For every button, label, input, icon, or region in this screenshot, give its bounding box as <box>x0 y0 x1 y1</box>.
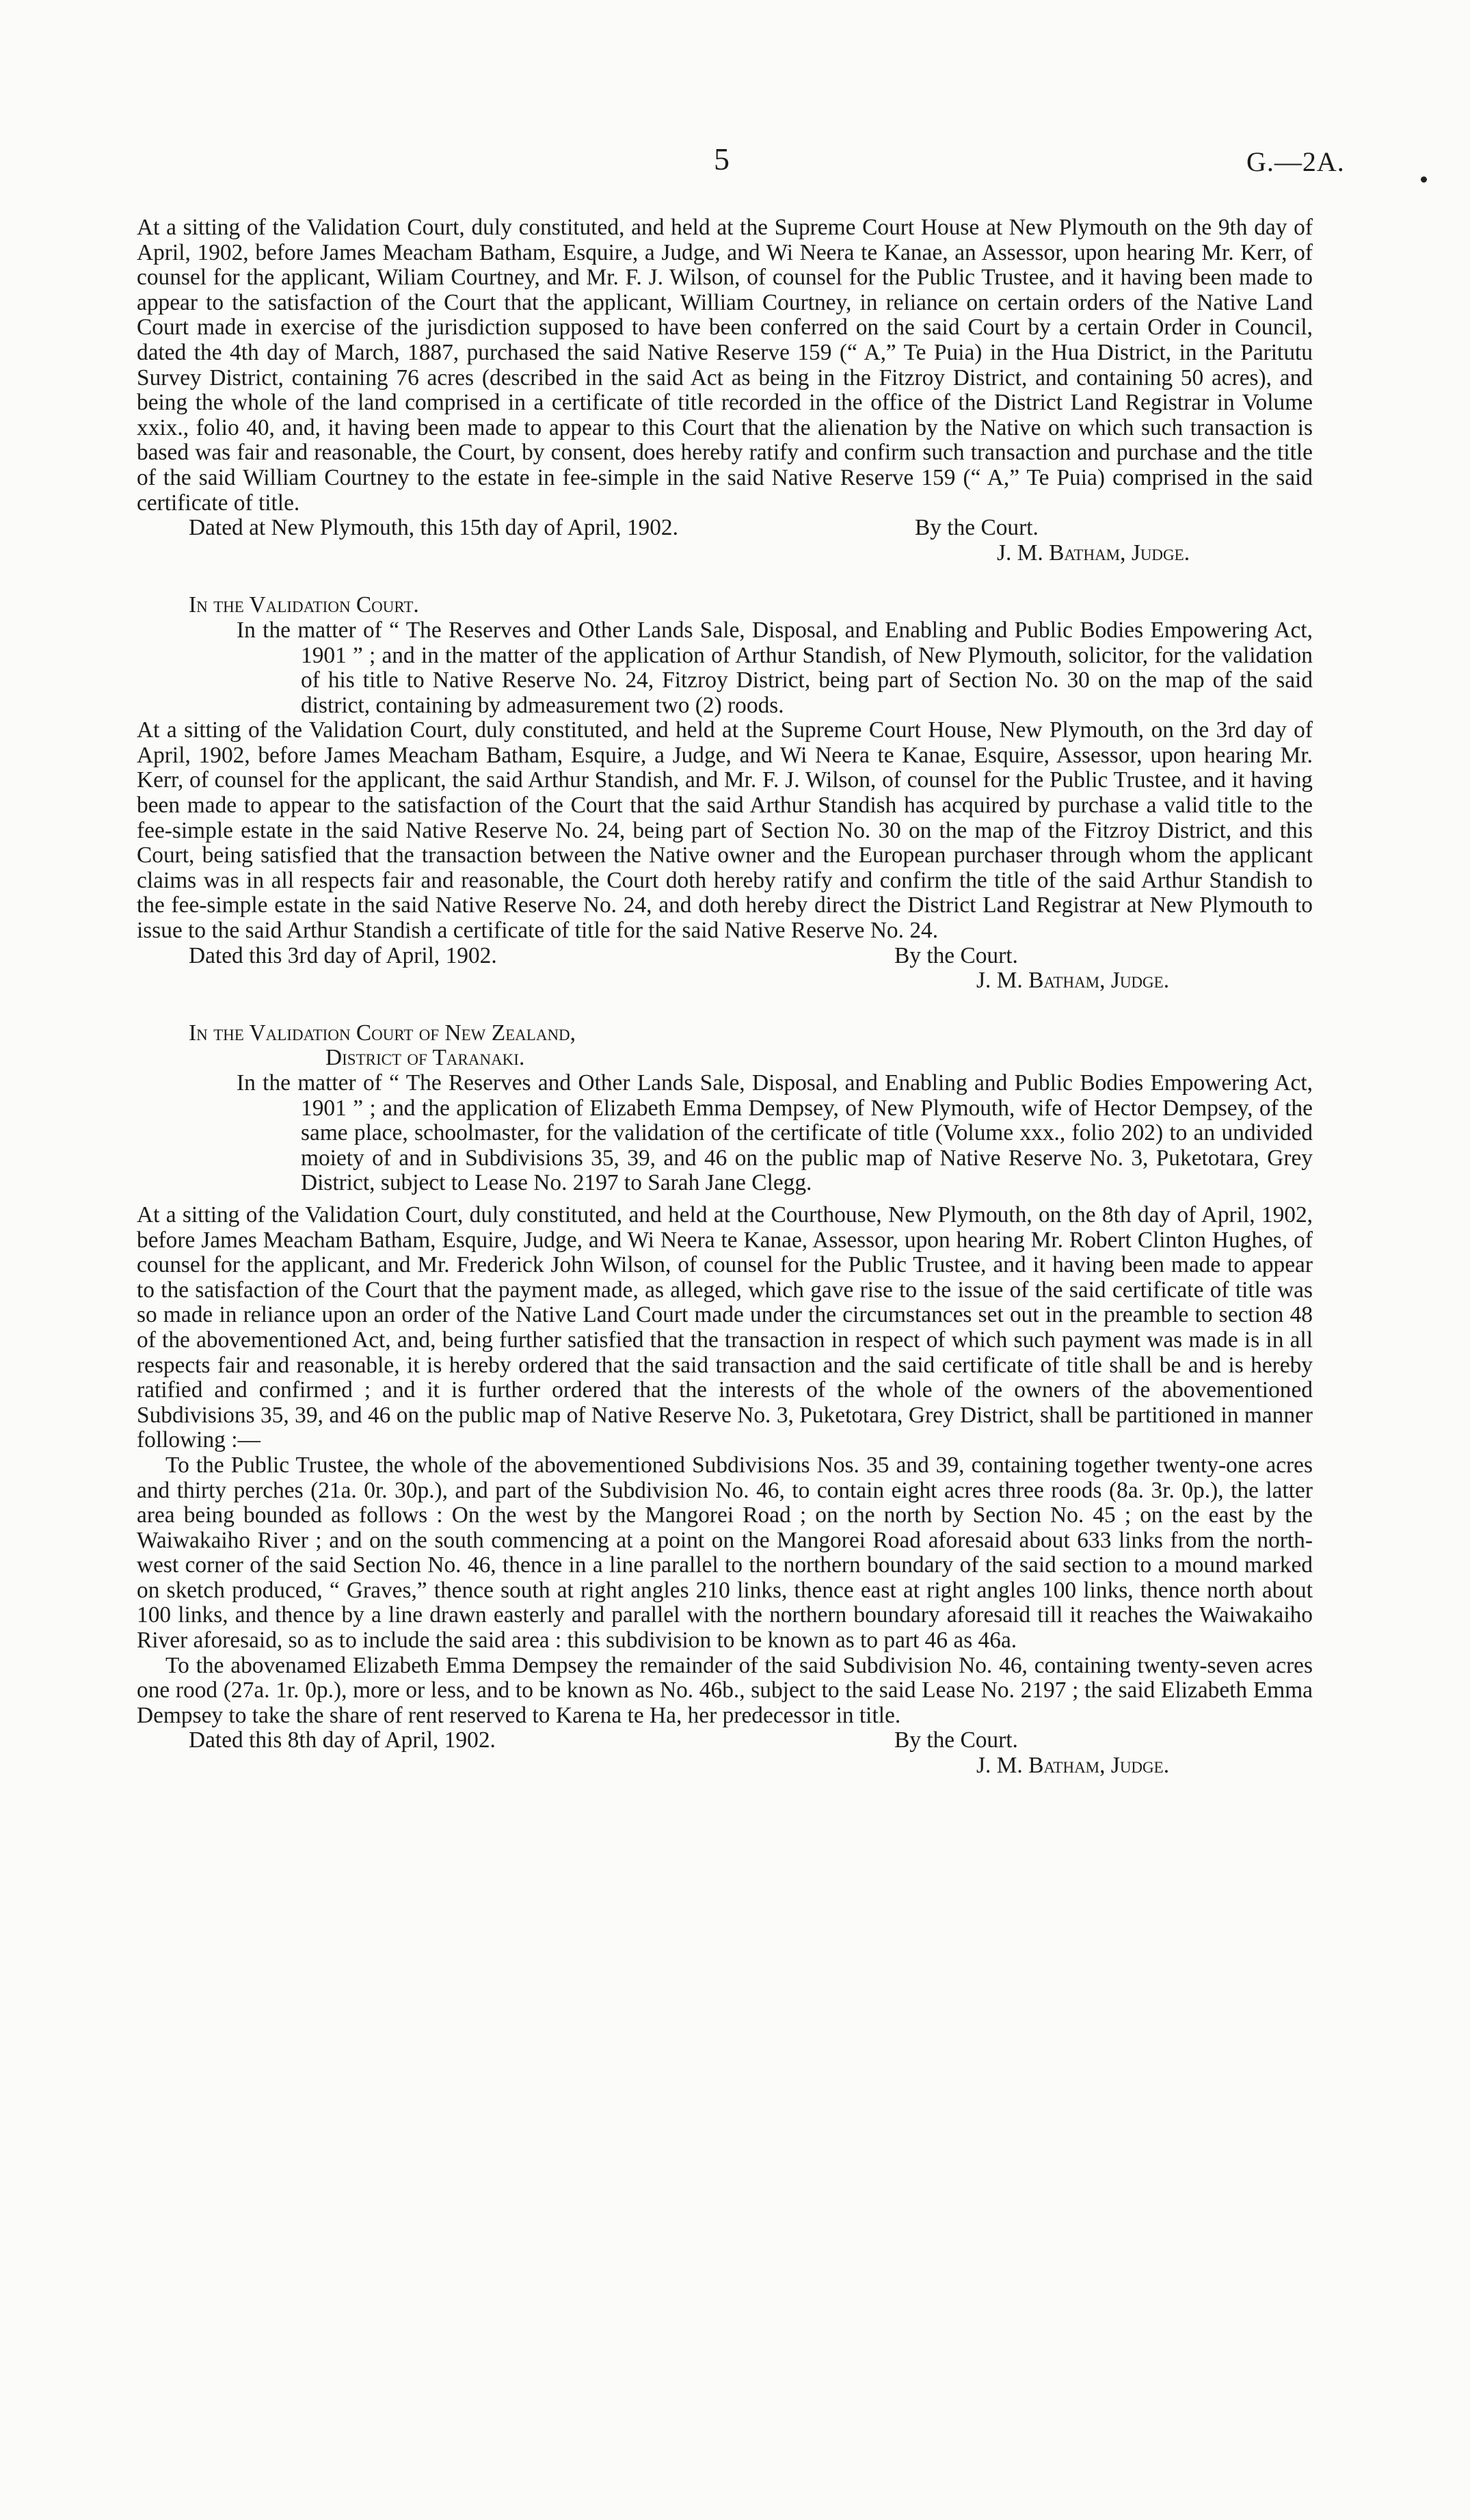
dated-row <box>137 1728 1313 1753</box>
order-body: At a sitting of the Validation Court, duly constituted, and held at the Supreme Court House at New Plymouth on the 9th day of April, 1902, before James Meacham Batham, Esquire, a Judge, and Wi Neera te Kanae, an Assessor, upon hearing Mr. Kerr, of counsel for the applicant, Wiliam Courtney, and Mr. F. J. Wilson, of counsel for the Public Trustee, and it having been made to appear to the satisfaction of the Court that the applicant, William Courtney, in reliance on certain orders of the Native Land Court made in exercise of the jurisdiction supposed to have been conferred on the said Court by a certain Order in Council, dated the 4th day of March, 1887, purchased the said Native Reserve 159 (“ A,” Te Puia) in the Hua District, in the Paritutu Survey District, containing 76 acres (described in the said Act as being in the Fitzroy District, and containing 50 acres), and being the whole of the land comprised in a certificate of title recorded in the office of the District Land Registrar in Volume xxix., folio 40, and, it having been made to appear to this Court that the alienation by the Native on which such transaction is based was fair and reasonable, the Court, by consent, does hereby ratify and confirm such transaction and purchase and the title of the said William Courtney to the estate in fee-simple in the said Native Reserve 159 (“ A,” Te Puia) comprised in the said certificate of title. <box>137 215 1313 516</box>
margin-dot-mark <box>1421 176 1427 183</box>
judge-signature: J. M. Batham, Judge. <box>976 968 1170 994</box>
judge-signature: J. M. Batham, Judge. <box>976 1753 1170 1779</box>
matter-recital: In the matter of “ The Reserves and Other Lands Sale, Disposal, and Enabling and Public Bodies Empowering Act, 1901 ” ; and the application of Elizabeth Emma Dempsey, of New Plymouth, wife of Hector Dempsey, of the same place, schoolmaster, for the validation of the certificate of title (Volume xxx., folio 202) to an undivided moiety of and in Subdivisions 35, 39, and 46 on the public map of Native Reserve No. 3, Puketotara, Grey District, subject to Lease No. 2197 to Sarah Jane Clegg. <box>237 1070 1313 1196</box>
paper-code: G.—2A. <box>1246 146 1345 177</box>
order-courtney <box>137 215 1313 566</box>
signature-row <box>137 541 1313 566</box>
signature-row <box>137 1753 1313 1779</box>
order-body: At a sitting of the Validation Court, duly constituted, and held at the Courthouse, New Plymouth, on the 8th day of April, 1902, before James Meacham Batham, Esquire, Judge, and Wi Neera te Kanae, Assessor, upon hearing Mr. Robert Clinton Hughes, of counsel for the applicant, and Mr. Frederick John Wilson, of counsel for the Public Trustee, and it having been made to appear to the satisfaction of the Court that the payment made, as alleged, which gave rise to the issue of the said certificate of title was so made in reliance upon an order of the Native Land Court made under the circumstances set out in the preamble to section 48 of the abovementioned Act, and, being further satisfied that the transaction in respect of which such payment was made is in all respects fair and reasonable, it is hereby ordered that the said transaction and the said certificate of title shall be and is hereby ratified and confirmed ; and it is further ordered that the interests of the whole of the owners of the abovementioned Subdivisions 35, 39, and 46 on the public map of Native Reserve No. 3, Puketotara, Grey District, shall be partitioned in manner following :— <box>137 1202 1313 1453</box>
order-standish <box>137 593 1313 994</box>
by-court-line: By the Court. <box>894 1727 1018 1753</box>
page-header <box>0 142 1470 188</box>
partition-public-trustee: To the Public Trustee, the whole of the abovementioned Subdivisions Nos. 35 and 39, containing together twenty-one acres and thirty perches (21a. 0r. 30p.), and part of the Subdivision No. 46, to contain eight acres three roods (8a. 3r. 0p.), the latter area being bounded as follows : On the west by the Mangorei Road ; on the north by Section No. 45 ; on the east by the Waiwakaiho River ; and on the south commencing at a point on the Mangorei Road aforesaid about 633 links from the north-west corner of the said Section No. 46, thence in a line parallel to the northern boundary of the said section to a mound marked on sketch produced, “ Graves,” thence south at right angles 210 links, thence east at right angles 100 links, thence north about 100 links, and thence by a line drawn easterly and parallel with the northern boundary aforesaid till it reaches the Waiwakaiho River aforesaid, so as to include the said area : this subdivision to be known as to part 46 as 46a. <box>137 1452 1313 1654</box>
court-heading: In the Validation Court of New Zealand, <box>189 1020 576 1046</box>
dated-row <box>137 944 1313 969</box>
dated-line: Dated this 3rd day of April, 1902. <box>189 942 497 968</box>
by-court-line: By the Court. <box>915 515 1039 541</box>
order-dempsey <box>137 1021 1313 1779</box>
court-heading: In the Validation Court. <box>189 592 419 618</box>
dated-line: Dated this 8th day of April, 1902. <box>189 1727 496 1753</box>
matter-recital: In the matter of “ The Reserves and Other Lands Sale, Disposal, and Enabling and Public Bodies Empowering Act, 1901 ” ; and in the matter of the application of Arthur Standish, of New Plymouth, solicitor, for the validation of his title to Native Reserve No. 24, Fitzroy District, being part of Section No. 30 on the map of the said district, containing by admeasurement two (2) roods. <box>237 617 1313 718</box>
order-body: At a sitting of the Validation Court, duly constituted, and held at the Supreme Court House, New Plymouth, on the 3rd day of April, 1902, before James Meacham Batham, Esquire, a Judge, and Wi Neera te Kanae, Esquire, Assessor, upon hearing Mr. Kerr, of counsel for the applicant, the said Arthur Standish, and Mr. F. J. Wilson, of counsel for the Public Trustee, and it having been made to appear to the satisfaction of the Court that the said Arthur Standish has acquired by purchase a valid title to the fee-simple estate in the said Native Reserve No. 24, being part of Section No. 30 on the map of the Fitzroy District, and this Court, being satisfied that the transaction between the Native owner and the European purchaser through whom the applicant claims was in all respects fair and reasonable, the Court doth hereby ratify and confirm the title of the said Arthur Standish to the fee-simple estate in the said Native Reserve No. 24, and doth hereby direct the District Land Registrar at New Plymouth to issue to the said Arthur Standish a certificate of title for the said Native Reserve No. 24. <box>137 717 1313 944</box>
by-court-line: By the Court. <box>894 942 1018 968</box>
judge-signature: J. M. Batham, Judge. <box>997 540 1190 566</box>
partition-dempsey: To the abovenamed Elizabeth Emma Dempsey the remainder of the said Subdivision No. 46, containing twenty-seven acres one rood (27a. 1r. 0p.), more or less, and to be known as No. 46b., subject to the said Lease No. 2197 ; the said Elizabeth Emma Dempsey to take the share of rent reserved to Karena te Ha, her predecessor in title. <box>137 1652 1313 1728</box>
page-number: 5 <box>714 142 730 176</box>
dated-line: Dated at New Plymouth, this 15th day of April, 1902. <box>189 515 678 541</box>
dated-row <box>137 516 1313 541</box>
signature-row <box>137 968 1313 994</box>
document-body <box>137 215 1313 1779</box>
district-heading: District of Taranaki. <box>325 1045 525 1071</box>
